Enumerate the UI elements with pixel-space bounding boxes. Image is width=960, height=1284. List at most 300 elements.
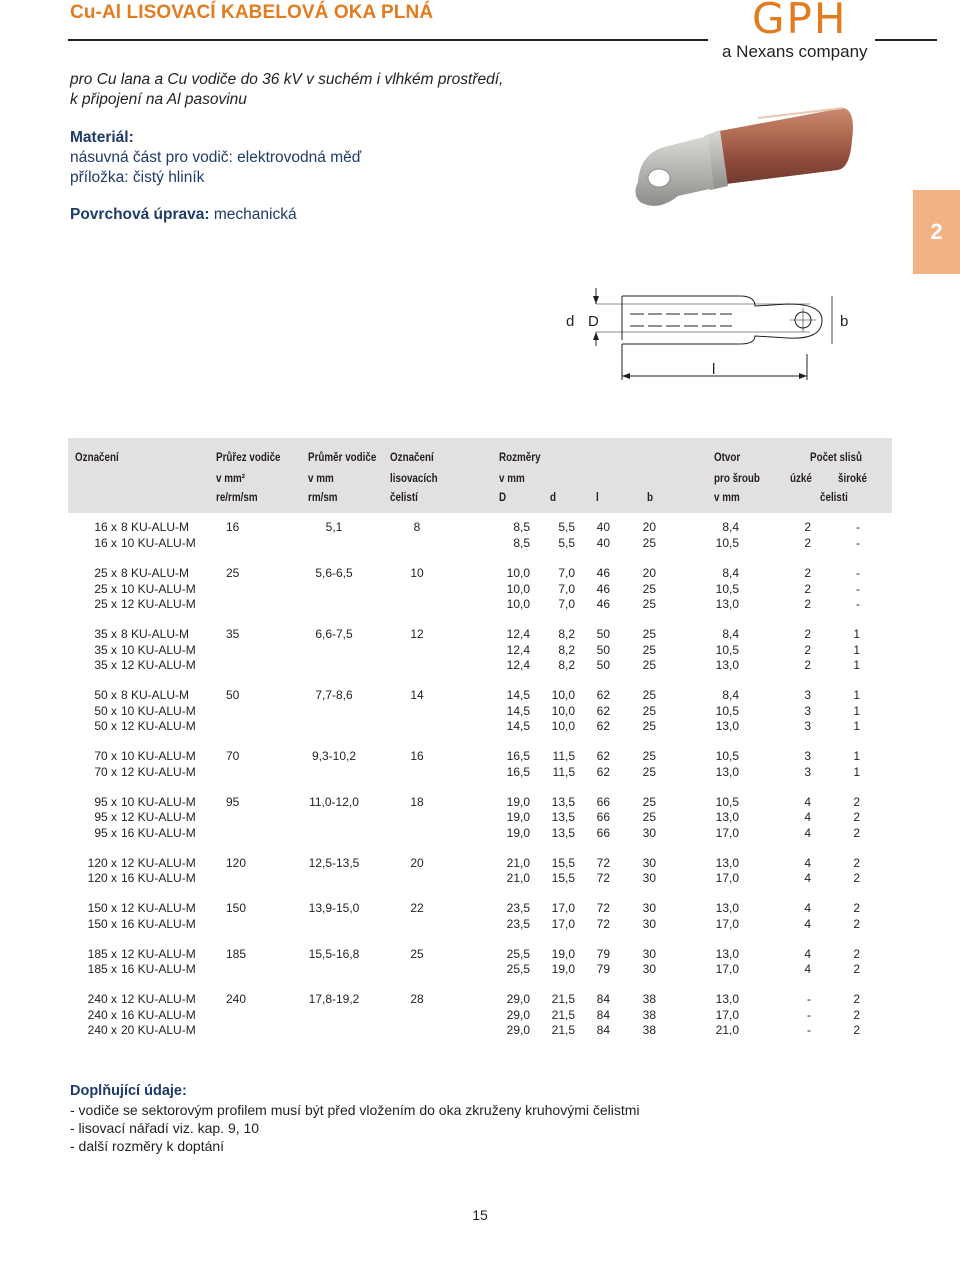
table-cell-D: 23,5 [506, 901, 530, 915]
table-cell-l: 46 [596, 597, 610, 611]
table-cell-bb: 30 [642, 871, 656, 885]
table-cell-prurez: 120 [226, 856, 247, 870]
table-cell-d: 15,5 [551, 871, 575, 885]
table-cell-siroke: - [856, 582, 860, 596]
table-cell-d: 11,5 [552, 765, 575, 779]
table-cell-a: 50 x [94, 704, 117, 718]
table-cell-siroke: 2 [853, 992, 860, 1006]
table-cell-bb: 38 [642, 1023, 656, 1037]
table-cell-a: 50 x [94, 688, 117, 702]
material-heading: Materiál: [70, 129, 134, 146]
table-cell-bb: 25 [642, 704, 656, 718]
table-cell-D: 12,4 [506, 627, 530, 641]
table-cell-prurez: 25 [226, 566, 240, 580]
table-cell-siroke: 2 [853, 1023, 860, 1037]
table-cell-D: 14,5 [506, 688, 530, 702]
notes [70, 1082, 640, 1155]
table-cell-cel: 10 [410, 566, 424, 580]
col-header-cel: Označení [390, 450, 434, 464]
dim-label-d: d [566, 313, 575, 330]
table-cell-siroke: 1 [853, 627, 860, 641]
table-cell-b: 16 KU-ALU-M [121, 962, 196, 976]
table-cell-siroke: 2 [853, 1008, 860, 1022]
table-cell-d: 8,2 [558, 627, 575, 641]
table-cell-l: 40 [596, 520, 610, 534]
table-cell-otvor: 10,5 [715, 536, 739, 550]
table-cell-siroke: 2 [853, 917, 860, 931]
table-cell-otvor: 8,4 [722, 627, 739, 641]
table-cell-D: 21,0 [506, 871, 530, 885]
table-cell-l: 84 [596, 992, 610, 1006]
table-cell-siroke: 1 [853, 658, 860, 672]
table-cell-d: 10,0 [551, 688, 575, 702]
table-cell-a: 185 x [87, 962, 117, 976]
table-cell-D: 10,0 [506, 597, 530, 611]
table-cell-D: 8,5 [513, 520, 530, 534]
table-cell-uzke: 2 [804, 536, 811, 550]
table-cell-d: 19,0 [551, 962, 575, 976]
col-header-uzke: úzké [790, 471, 812, 485]
table-cell-bb: 30 [642, 901, 656, 915]
col-header-celisti: čelisti [820, 490, 848, 504]
table-cell-l: 66 [596, 826, 610, 840]
table-cell-bb: 25 [642, 627, 656, 641]
table-cell-prurez: 150 [226, 901, 247, 915]
table-cell-siroke: 2 [853, 856, 860, 870]
table-cell-uzke: 2 [804, 597, 811, 611]
table-cell-d: 5,5 [558, 536, 575, 550]
header-rule [875, 39, 937, 41]
table-cell-b: 8 KU-ALU-M [121, 566, 190, 580]
table-cell-uzke: 4 [804, 795, 811, 809]
table-cell-otvor: 10,5 [715, 582, 739, 596]
table-cell-a: 25 x [94, 582, 117, 596]
material-line: příložka: čistý hliník [70, 169, 205, 186]
table-cell-a: 95 x [94, 795, 117, 809]
table-cell-a: 120 x [87, 856, 117, 870]
table-cell-otvor: 10,5 [715, 704, 739, 718]
table-cell-D: 8,5 [513, 536, 530, 550]
col-header-rozmery: Rozměry [499, 450, 541, 464]
table-cell-cel: 12 [410, 627, 424, 641]
table-cell-bb: 30 [642, 962, 656, 976]
table-cell-uzke: 3 [804, 704, 811, 718]
table-cell-D: 29,0 [506, 1023, 530, 1037]
table-cell-l: 66 [596, 795, 610, 809]
table-cell-uzke: 4 [804, 901, 811, 915]
table-cell-b: 12 KU-ALU-M [121, 947, 196, 961]
table-cell-uzke: 2 [804, 643, 811, 657]
table-cell-D: 16,5 [506, 765, 530, 779]
table-cell-siroke: 1 [853, 719, 860, 733]
col-header-otvor: Otvor [714, 450, 741, 464]
col-header-l: l [596, 490, 599, 504]
table-cell-cel: 14 [410, 688, 424, 702]
dim-label-l: l [712, 361, 716, 378]
table-cell-prumer: 17,8-19,2 [308, 992, 360, 1006]
table-cell-b: 12 KU-ALU-M [121, 992, 196, 1006]
table-cell-b: 16 KU-ALU-M [121, 871, 196, 885]
col-header-otvor-unit: v mm [714, 490, 740, 504]
col-header-prumer: Průměr vodiče [308, 450, 377, 464]
table-cell-siroke: 2 [853, 962, 860, 976]
table-cell-bb: 25 [642, 658, 656, 672]
table-cell-uzke: - [807, 1023, 811, 1037]
col-header-pocet: Počet slisů [810, 450, 862, 464]
table-cell-l: 62 [596, 688, 610, 702]
table-cell-prumer: 13,9-15,0 [308, 901, 360, 915]
table-cell-prurez: 240 [226, 992, 247, 1006]
table-cell-a: 70 x [94, 765, 117, 779]
table-cell-bb: 25 [642, 810, 656, 824]
table-cell-otvor: 8,4 [722, 520, 739, 534]
table-cell-D: 19,0 [506, 810, 530, 824]
table-cell-d: 21,5 [551, 1023, 575, 1037]
table-cell-l: 46 [596, 566, 610, 580]
table-cell-prumer: 11,0-12,0 [309, 795, 359, 809]
table-cell-otvor: 17,0 [715, 962, 739, 976]
brand-logo: GPH [752, 0, 848, 43]
table-cell-otvor: 13,0 [715, 597, 739, 611]
table-cell-uzke: 4 [804, 917, 811, 931]
table-cell-cel: 20 [410, 856, 424, 870]
table-cell-uzke: 4 [804, 826, 811, 840]
table-cell-otvor: 13,0 [715, 719, 739, 733]
table-cell-otvor: 13,0 [715, 765, 739, 779]
table-cell-otvor: 8,4 [722, 688, 739, 702]
table-header [68, 438, 892, 513]
table-cell-cel: 22 [410, 901, 424, 915]
table-cell-D: 12,4 [506, 658, 530, 672]
table-cell-d: 7,0 [558, 566, 575, 580]
table-cell-siroke: 1 [853, 704, 860, 718]
table-cell-siroke: 1 [853, 688, 860, 702]
table-cell-bb: 38 [642, 992, 656, 1006]
table-cell-siroke: 2 [853, 871, 860, 885]
table-cell-otvor: 13,0 [715, 658, 739, 672]
col-header-otvor-2: pro šroub [714, 471, 760, 485]
table-cell-l: 72 [596, 856, 610, 870]
table-cell-otvor: 10,5 [715, 749, 739, 763]
table-cell-l: 84 [596, 1023, 610, 1037]
table-cell-d: 13,5 [551, 810, 575, 824]
table-cell-D: 25,5 [506, 962, 530, 976]
table-cell-prumer: 6,6-7,5 [315, 627, 353, 641]
table-cell-a: 95 x [94, 810, 117, 824]
table-cell-a: 240 x [87, 1008, 117, 1022]
table-cell-D: 12,4 [506, 643, 530, 657]
col-header-cel-3: čelistí [390, 490, 418, 504]
table-cell-uzke: 4 [804, 871, 811, 885]
table-cell-siroke: 1 [853, 643, 860, 657]
table-cell-siroke: - [856, 597, 860, 611]
intro-line: pro Cu lana a Cu vodiče do 36 kV v suchém i vlhkém prostředí, [70, 71, 504, 88]
table-cell-a: 35 x [94, 627, 117, 641]
table-cell-l: 62 [596, 765, 610, 779]
table-cell-bb: 30 [642, 856, 656, 870]
table-cell-otvor: 17,0 [715, 826, 739, 840]
table-cell-d: 8,2 [558, 658, 575, 672]
table-cell-b: 10 KU-ALU-M [121, 795, 196, 809]
table-cell-uzke: 2 [804, 658, 811, 672]
table-cell-b: 12 KU-ALU-M [121, 901, 196, 915]
notes-heading: Doplňující údaje: [70, 1083, 187, 1099]
table-cell-otvor: 17,0 [715, 871, 739, 885]
table-cell-otvor: 17,0 [715, 1008, 739, 1022]
col-header-rozmery-unit: v mm [499, 471, 525, 485]
table-cell-l: 50 [596, 643, 610, 657]
table-cell-bb: 25 [642, 536, 656, 550]
table-cell-bb: 25 [642, 688, 656, 702]
page-number: 15 [472, 1207, 488, 1223]
table-cell-bb: 30 [642, 947, 656, 961]
table-cell-otvor: 17,0 [715, 917, 739, 931]
table-cell-bb: 25 [642, 582, 656, 596]
dim-label-b: b [840, 313, 849, 330]
table-cell-prumer: 5,1 [325, 520, 343, 534]
table-cell-siroke: - [856, 520, 860, 534]
table-cell-d: 21,5 [551, 1008, 575, 1022]
table-cell-d: 11,5 [552, 749, 575, 763]
table-cell-D: 10,0 [506, 566, 530, 580]
intro-text [70, 70, 503, 110]
table-cell-bb: 20 [642, 566, 656, 580]
table-cell-uzke: 2 [804, 627, 811, 641]
table-cell-prurez: 50 [226, 688, 240, 702]
note-line: - vodiče se sektorovým profilem musí být před vložením do oka zkruženy kruhovými čelistmi [70, 1102, 640, 1118]
table-cell-b: 20 KU-ALU-M [121, 1023, 196, 1037]
dim-label-D: D [588, 313, 599, 330]
table-cell-a: 240 x [87, 992, 117, 1006]
table-cell-siroke: - [856, 536, 860, 550]
table-cell-D: 29,0 [506, 992, 530, 1006]
table-cell-b: 10 KU-ALU-M [121, 536, 196, 550]
table-cell-D: 19,0 [506, 795, 530, 809]
table-cell-cel: 8 [413, 520, 421, 534]
table-cell-bb: 20 [642, 520, 656, 534]
table-cell-prurez: 95 [226, 795, 240, 809]
table-cell-l: 40 [596, 536, 610, 550]
table-cell-bb: 38 [642, 1008, 656, 1022]
col-header-prurez-type: re/rm/sm [216, 490, 258, 504]
surface-label: Povrchová úprava: [70, 206, 210, 223]
table-cell-prumer: 15,5-16,8 [308, 947, 360, 961]
table-cell-prumer: 5,6-6,5 [315, 566, 353, 580]
table-cell-b: 12 KU-ALU-M [121, 856, 196, 870]
table-cell-l: 50 [596, 658, 610, 672]
table-cell-prurez: 70 [226, 749, 240, 763]
table-cell-cel: 18 [410, 795, 424, 809]
table-cell-bb: 25 [642, 719, 656, 733]
material-line: násuvná část pro vodič: elektrovodná měď [70, 149, 362, 166]
table-cell-a: 150 x [87, 917, 117, 931]
table-cell-otvor: 13,0 [715, 947, 739, 961]
table-cell-otvor: 21,0 [715, 1023, 739, 1037]
table-cell-bb: 25 [642, 749, 656, 763]
table-cell-uzke: 2 [804, 566, 811, 580]
table-cell-otvor: 8,4 [722, 566, 739, 580]
intro-line: k připojení na Al pasovinu [70, 91, 247, 108]
table-cell-d: 15,5 [551, 856, 575, 870]
table-cell-d: 13,5 [551, 826, 575, 840]
table-cell-d: 21,5 [551, 992, 575, 1006]
table-cell-uzke: 2 [804, 520, 811, 534]
table-cell-b: 10 KU-ALU-M [121, 704, 196, 718]
table-cell-otvor: 10,5 [715, 643, 739, 657]
table-cell-a: 50 x [94, 719, 117, 733]
table-cell-d: 13,5 [551, 795, 575, 809]
table-cell-b: 8 KU-ALU-M [121, 627, 190, 641]
dimension-drawing [560, 284, 860, 384]
table-cell-d: 19,0 [551, 947, 575, 961]
table-cell-b: 10 KU-ALU-M [121, 582, 196, 596]
table-cell-otvor: 13,0 [715, 992, 739, 1006]
col-header-prurez-unit: v mm² [216, 471, 245, 485]
table-cell-uzke: 4 [804, 810, 811, 824]
table-cell-a: 16 x [94, 520, 117, 534]
chapter-tab: 2 [913, 190, 960, 274]
table-cell-bb: 25 [642, 643, 656, 657]
table-cell-a: 150 x [87, 901, 117, 915]
table-cell-a: 25 x [94, 597, 117, 611]
table-cell-prurez: 16 [226, 520, 240, 534]
table-cell-d: 7,0 [558, 582, 575, 596]
table-cell-uzke: 3 [804, 765, 811, 779]
table-cell-bb: 25 [642, 597, 656, 611]
table-cell-a: 16 x [94, 536, 117, 550]
header-rule [68, 39, 708, 41]
brand-tagline: a Nexans company [722, 42, 868, 61]
table-cell-l: 79 [596, 947, 610, 961]
table-cell-siroke: - [856, 566, 860, 580]
table-cell-d: 5,5 [558, 520, 575, 534]
table-cell-uzke: 3 [804, 719, 811, 733]
col-header-prurez: Průřez vodiče [216, 450, 281, 464]
surface-value: mechanická [213, 206, 297, 223]
table-cell-a: 95 x [94, 826, 117, 840]
table-cell-l: 72 [596, 917, 610, 931]
table-cell-a: 185 x [87, 947, 117, 961]
table-cell-otvor: 13,0 [715, 901, 739, 915]
table-cell-siroke: 1 [853, 765, 860, 779]
table-cell-bb: 30 [642, 917, 656, 931]
table-cell-cel: 28 [410, 992, 424, 1006]
table-cell-D: 23,5 [506, 917, 530, 931]
table-cell-prumer: 9,3-10,2 [311, 749, 357, 763]
table-cell-cel: 25 [410, 947, 424, 961]
table-cell-otvor: 10,5 [715, 795, 739, 809]
table-cell-a: 120 x [87, 871, 117, 885]
note-line: - lisovací nářadí viz. kap. 9, 10 [70, 1120, 260, 1136]
table-cell-uzke: 3 [804, 749, 811, 763]
table-cell-b: 16 KU-ALU-M [121, 826, 196, 840]
table-cell-prumer: 12,5-13,5 [308, 856, 360, 870]
table-cell-prumer: 7,7-8,6 [315, 688, 353, 702]
col-header-prumer-unit: v mm [308, 471, 334, 485]
table-cell-l: 50 [596, 627, 610, 641]
table-cell-D: 14,5 [506, 719, 530, 733]
table-cell-D: 16,5 [506, 749, 530, 763]
table-cell-l: 66 [596, 810, 610, 824]
table-cell-cel: 16 [410, 749, 424, 763]
table-cell-D: 10,0 [506, 582, 530, 596]
table-cell-uzke: - [807, 992, 811, 1006]
table-cell-a: 240 x [87, 1023, 117, 1037]
table-cell-uzke: 4 [804, 947, 811, 961]
col-header-cel-2: lisovacích [390, 471, 438, 485]
table-cell-bb: 30 [642, 826, 656, 840]
table-cell-b: 8 KU-ALU-M [121, 520, 190, 534]
table-cell-bb: 25 [642, 795, 656, 809]
table-cell-siroke: 2 [853, 901, 860, 915]
table-cell-b: 10 KU-ALU-M [121, 643, 196, 657]
table-cell-l: 84 [596, 1008, 610, 1022]
col-header-d: d [550, 490, 557, 504]
table-cell-d: 10,0 [551, 704, 575, 718]
table-cell-l: 62 [596, 749, 610, 763]
table-cell-uzke: 4 [804, 856, 811, 870]
table-cell-siroke: 2 [853, 947, 860, 961]
table-cell-siroke: 1 [853, 749, 860, 763]
table-cell-b: 16 KU-ALU-M [121, 917, 196, 931]
table-cell-prurez: 35 [226, 627, 240, 641]
table-cell-b: 12 KU-ALU-M [121, 658, 196, 672]
table-cell-a: 35 x [94, 643, 117, 657]
table-cell-d: 17,0 [551, 917, 575, 931]
table-cell-uzke: 4 [804, 962, 811, 976]
table-cell-bb: 25 [642, 765, 656, 779]
table-cell-l: 62 [596, 704, 610, 718]
table-cell-l: 62 [596, 719, 610, 733]
table-cell-otvor: 13,0 [715, 810, 739, 824]
col-header-b: b [647, 490, 654, 504]
table-cell-d: 10,0 [551, 719, 575, 733]
table-cell-b: 12 KU-ALU-M [121, 597, 196, 611]
table-cell-d: 7,0 [558, 597, 575, 611]
table-cell-b: 10 KU-ALU-M [121, 749, 196, 763]
col-header-D: D [499, 490, 507, 504]
table-cell-D: 21,0 [506, 856, 530, 870]
table-cell-D: 19,0 [506, 826, 530, 840]
table-cell-uzke: 3 [804, 688, 811, 702]
table-cell-l: 72 [596, 901, 610, 915]
table-cell-uzke: 2 [804, 582, 811, 596]
table-cell-a: 70 x [94, 749, 117, 763]
table-cell-siroke: 2 [853, 826, 860, 840]
table-cell-b: 8 KU-ALU-M [121, 688, 190, 702]
surface-finish [70, 206, 297, 224]
col-header-oznaceni: Označení [75, 450, 119, 464]
table-cell-l: 46 [596, 582, 610, 596]
table-cell-D: 29,0 [506, 1008, 530, 1022]
table-cell-a: 25 x [94, 566, 117, 580]
table-cell-siroke: 2 [853, 810, 860, 824]
table-cell-b: 12 KU-ALU-M [121, 810, 196, 824]
table-cell-l: 72 [596, 871, 610, 885]
page-title: Cu-Al LISOVACÍ KABELOVÁ OKA PLNÁ [70, 2, 434, 23]
table-cell-l: 79 [596, 962, 610, 976]
col-header-prumer-type: rm/sm [308, 490, 338, 504]
table-cell-uzke: - [807, 1008, 811, 1022]
table-cell-D: 14,5 [506, 704, 530, 718]
table-cell-otvor: 13,0 [715, 856, 739, 870]
product-photo [618, 100, 868, 220]
table-cell-D: 25,5 [506, 947, 530, 961]
table-cell-b: 12 KU-ALU-M [121, 765, 196, 779]
table-cell-b: 12 KU-ALU-M [121, 719, 196, 733]
col-header-siroke: široké [838, 471, 867, 485]
table-cell-prurez: 185 [226, 947, 247, 961]
